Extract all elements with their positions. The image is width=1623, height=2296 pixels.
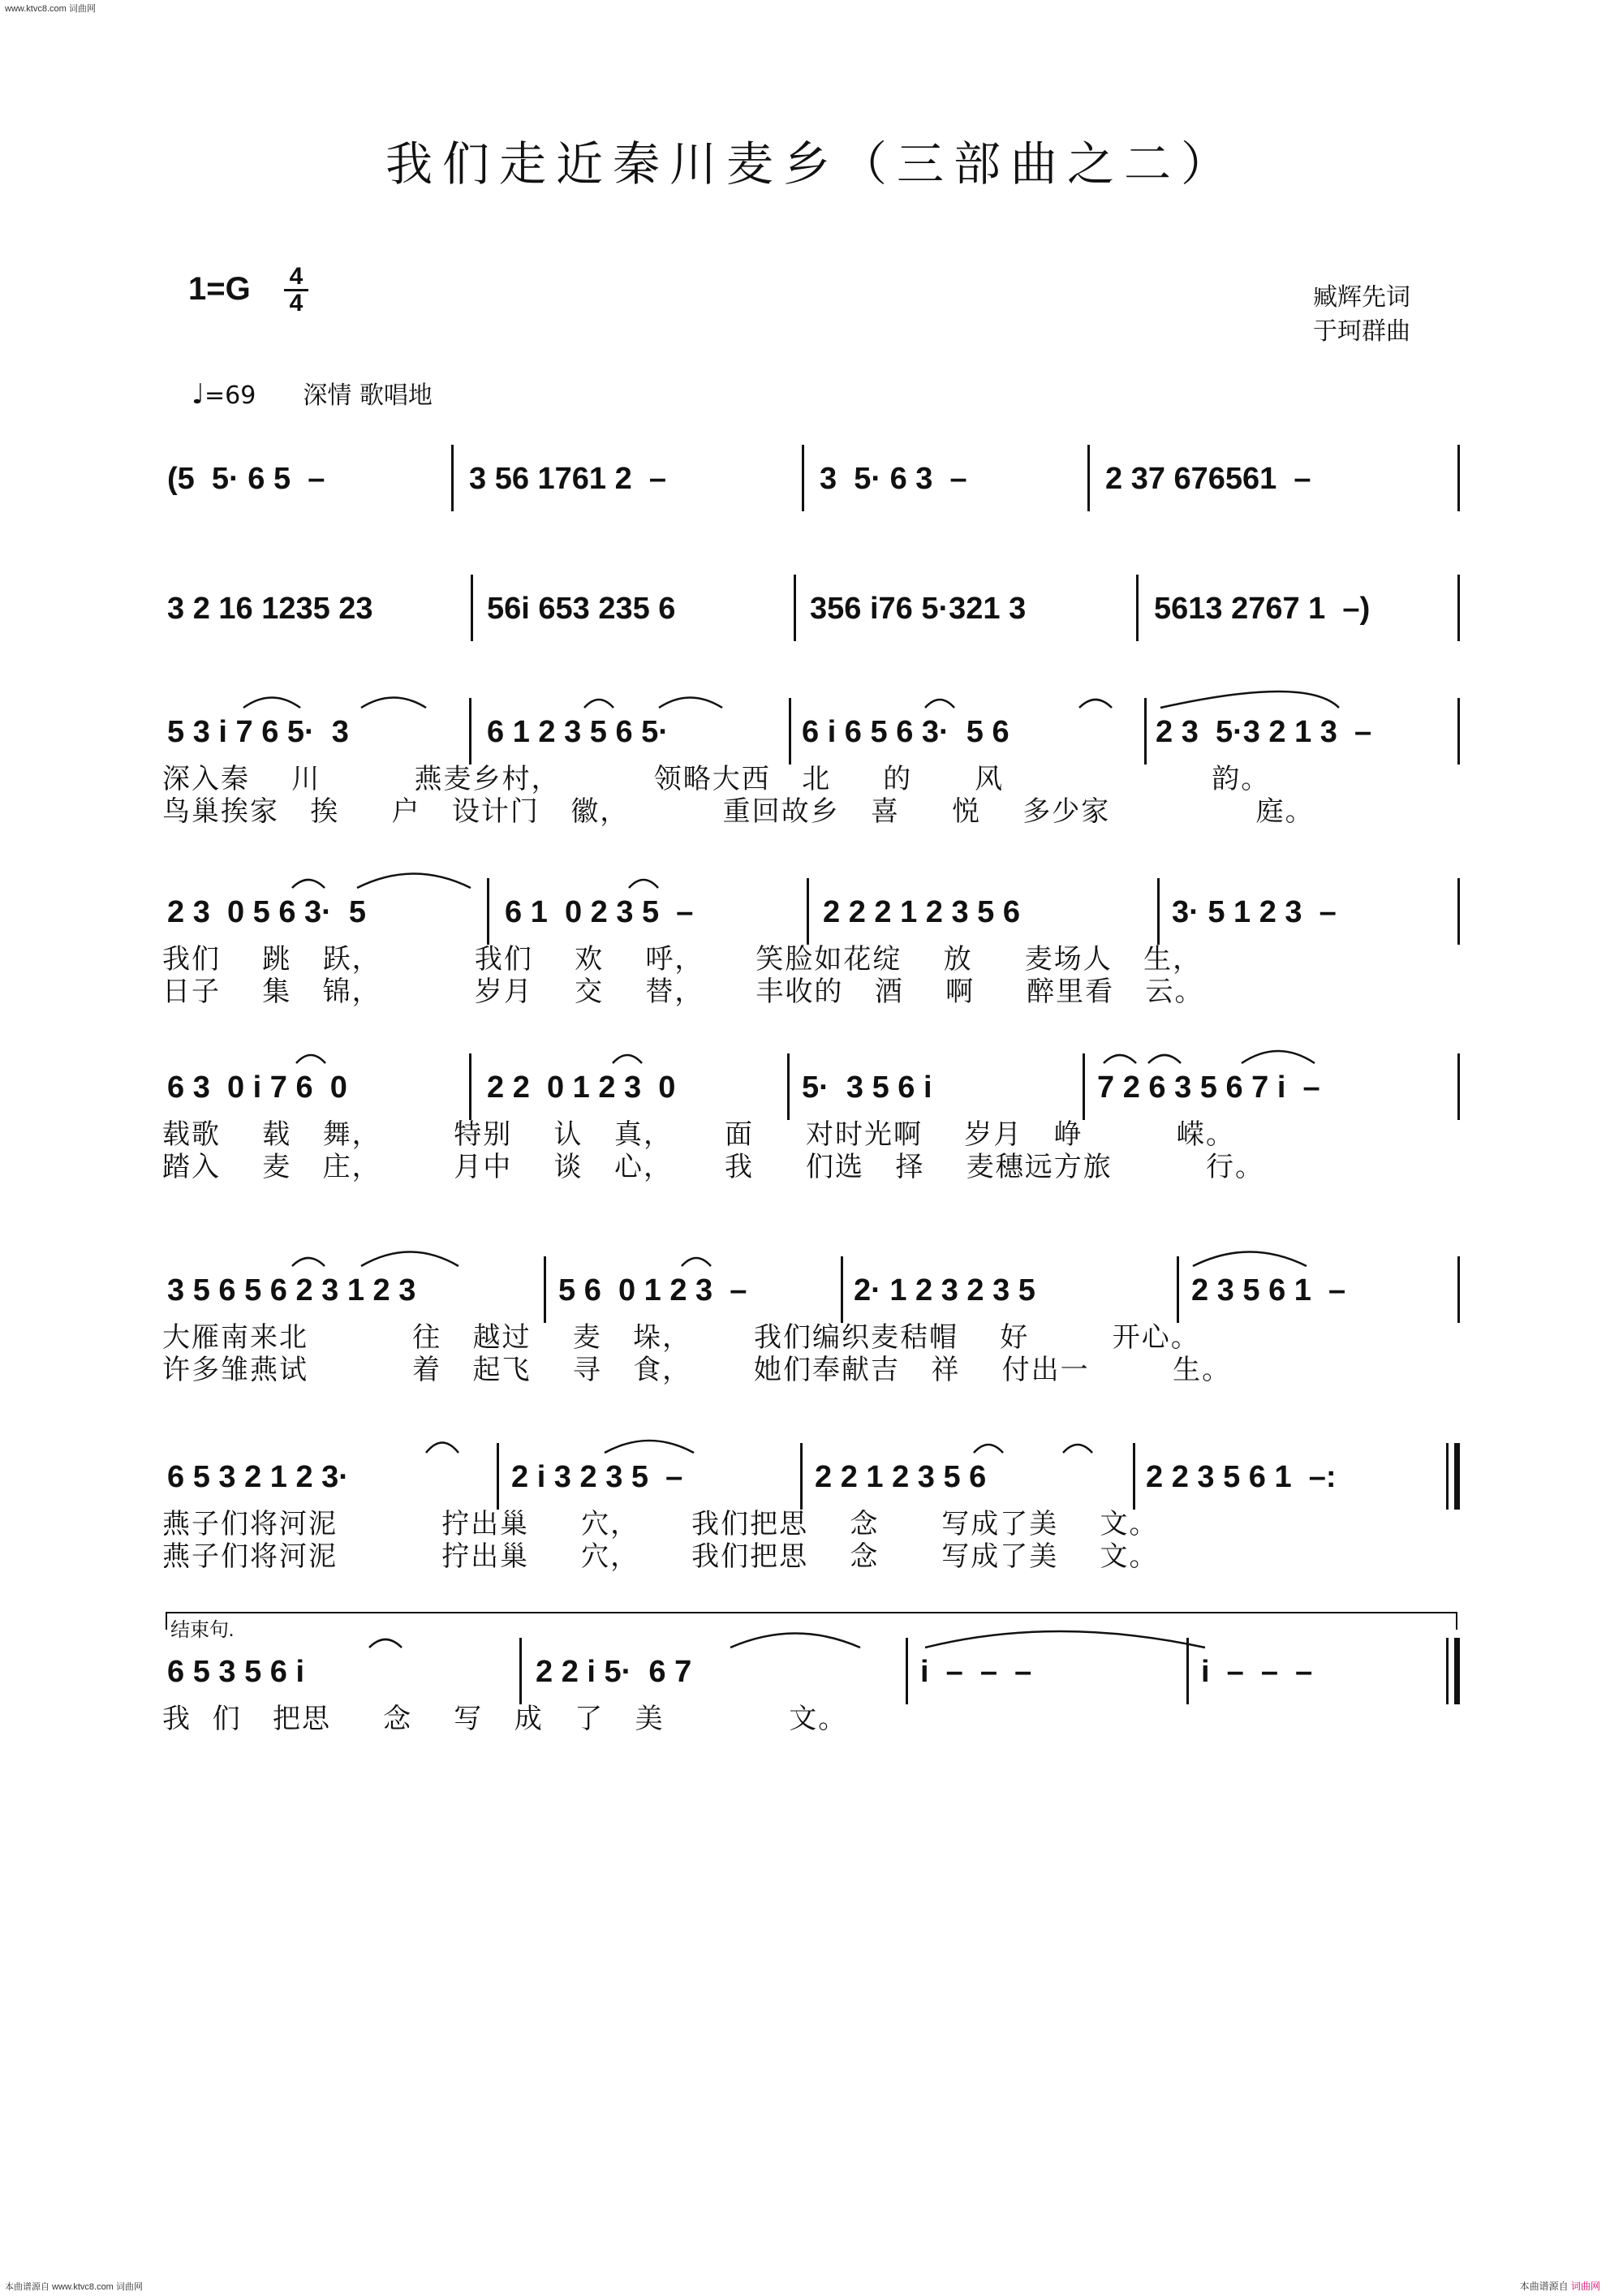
measure: 6 3 0 i 7 6 0: [167, 1070, 347, 1105]
barline: [807, 878, 809, 945]
barline: [1457, 1256, 1460, 1323]
slur: [1148, 1055, 1181, 1063]
barline: [841, 1256, 843, 1323]
slur: [296, 1055, 325, 1063]
slur: [1242, 1051, 1315, 1063]
barline: [1457, 575, 1460, 641]
ending-label: 结束句.: [170, 1620, 234, 1641]
slur: [292, 1258, 325, 1266]
measure: 2 2 3 5 6 1 –:: [1146, 1460, 1337, 1494]
lyric-line-2: 日子 集 锦， 岁月 交 替， 丰收的 酒 啊 醉里看 云。: [162, 976, 1204, 1008]
composer: 于珂群曲: [1313, 317, 1410, 346]
measure: 3 56 1761 2 –: [469, 462, 666, 496]
barline: [487, 878, 489, 945]
measure: 6 5 3 2 1 2 3·: [167, 1460, 349, 1494]
slur: [426, 1443, 458, 1454]
final-barline-thick: [1454, 1638, 1460, 1704]
barline: [1457, 1053, 1460, 1120]
measure: 6 i 6 5 6 3· 5 6: [802, 715, 1010, 749]
page-title: 我们走近秦川麦乡（三部曲之二）: [385, 136, 1238, 192]
slur: [1079, 700, 1112, 708]
barline: [794, 575, 796, 641]
measure: 2 37 676561 –: [1105, 462, 1311, 496]
measure: 2 3 5·3 2 1 3 –: [1156, 715, 1372, 749]
barline: [802, 445, 804, 511]
measure: 2 2 i 5· 6 7: [536, 1655, 692, 1689]
measure: 2 3 0 5 6 3· 5: [167, 895, 367, 929]
repeat-barline-thick: [1454, 1443, 1460, 1510]
lyric-line-2: 鸟巢挨家 挨 户 设计门 徽， 重回故乡 喜 悦 多少家 庭。: [162, 795, 1315, 828]
lyricist: 臧辉先词: [1313, 283, 1410, 312]
measure: i – – –: [1201, 1655, 1313, 1689]
barline: [469, 1053, 471, 1120]
expression-marking: 深情 歌唱地: [303, 381, 433, 410]
measure: 2· 1 2 3 2 3 5: [854, 1273, 1035, 1307]
footer-source: 本曲谱源自 www.ktvc8.com 词曲网: [5, 2282, 143, 2292]
barline: [1083, 1053, 1085, 1120]
barline: [789, 698, 791, 765]
barline: [1087, 445, 1090, 511]
slur: [974, 1445, 1003, 1453]
lyric-line-1: 我 们 把思 念 写 成 了 美 文。: [162, 1703, 848, 1735]
lyric-line-2: 燕子们将河泥 拧出巢 穴， 我们把思 念 写成了美 文。: [162, 1540, 1159, 1573]
measure: 2 i 3 2 3 5 –: [511, 1460, 683, 1494]
lyric-line-2: 许多雏燕试 着 起飞 寻 食， 她们奉献吉 祥 付出一 生。: [162, 1354, 1232, 1386]
measure: 356 i76 5·321 3: [810, 592, 1027, 626]
measure: 2 2 1 2 3 5 6: [815, 1460, 987, 1494]
barline: [469, 698, 471, 765]
lyric-line-1: 我们 跳 跃， 我们 欢 呼， 笑脸如花绽 放 麦场人 生，: [162, 943, 1203, 976]
notes-row: [162, 1648, 1461, 1696]
final-barline-thin: [1446, 1638, 1449, 1704]
barline: [471, 575, 473, 641]
slur: [925, 1631, 1205, 1648]
lyric-line-1: 大雁南来北 往 越过 麦 垛， 我们编织麦秸帽 好 开心。: [162, 1321, 1200, 1354]
barline: [1457, 698, 1460, 765]
slur: [605, 1441, 694, 1453]
quarter-note-icon: ♩: [192, 378, 205, 411]
slur: [369, 1639, 402, 1648]
measure: 3 5 6 5 6 2 3 1 2 3: [167, 1273, 416, 1307]
ending-bracket-line: [166, 1612, 1457, 1613]
time-signature: [284, 265, 308, 316]
slur: [361, 1252, 458, 1267]
barline: [451, 445, 454, 511]
measure: 6 1 2 3 5 6 5·: [487, 715, 669, 749]
credits: [1313, 281, 1410, 349]
slur: [925, 700, 954, 708]
barline: [1457, 445, 1460, 511]
barline: [544, 1256, 546, 1323]
tempo-value: =69: [204, 381, 256, 410]
slur: [730, 1634, 860, 1648]
slur: [613, 1055, 642, 1063]
slur: [292, 880, 325, 888]
slur: [584, 700, 613, 708]
notes-row: [162, 454, 1461, 503]
barline: [800, 1443, 803, 1510]
notes-row: [162, 1266, 1461, 1315]
slur: [1160, 691, 1339, 708]
slur: [659, 698, 722, 709]
measure: 5· 3 5 6 i: [802, 1070, 932, 1105]
measure: 3· 5 1 2 3 –: [1172, 895, 1337, 929]
measure: (5 5· 6 5 –: [167, 462, 325, 496]
footer-brand-highlight: 词曲网: [1570, 2281, 1600, 2292]
site-header: www.ktvc8.com 词曲网: [5, 4, 96, 14]
lyric-line-1: 深入秦 川 燕麦乡村， 领略大西 北 的 风 韵。: [162, 763, 1271, 795]
barline: [1144, 698, 1147, 765]
meter-top: 4: [284, 265, 308, 291]
measure: 7 2 6 3 5 6 7 i –: [1097, 1070, 1320, 1105]
slur: [629, 880, 658, 888]
slur: [1104, 1055, 1136, 1063]
lyric-line-1: 燕子们将河泥 拧出巢 穴， 我们把思 念 写成了美 文。: [162, 1508, 1159, 1540]
notes-row: [162, 708, 1461, 756]
repeat-barline-thin: [1446, 1443, 1449, 1510]
notes-row: [162, 1453, 1461, 1501]
measure: 6 1 0 2 3 5 –: [505, 895, 694, 929]
measure: 3 5· 6 3 –: [820, 462, 967, 496]
slur: [682, 1258, 711, 1266]
barline: [1157, 878, 1160, 945]
barline: [906, 1638, 908, 1704]
footer-brand-text: 本曲谱源自: [1519, 2281, 1569, 2292]
measure: 2 3 5 6 1 –: [1191, 1273, 1346, 1307]
slur: [1063, 1445, 1092, 1453]
slur: [361, 698, 426, 709]
measure: i – – –: [920, 1655, 1032, 1689]
measure: 5 3 i 7 6 5· 3: [167, 715, 349, 749]
measure: 2 2 0 1 2 3 0: [487, 1070, 676, 1105]
tempo-marking: [192, 375, 433, 411]
barline: [1177, 1256, 1179, 1323]
measure: 6 5 3 5 6 i: [167, 1655, 305, 1689]
barline: [1133, 1443, 1135, 1510]
barline: [1136, 575, 1139, 641]
key-signature: 1=G: [188, 271, 251, 307]
measure: 5613 2767 1 –): [1154, 592, 1371, 626]
measure: 3 2 16 1235 23: [167, 592, 373, 626]
slur: [1193, 1252, 1307, 1267]
barline: [1457, 878, 1460, 945]
footer-brand: [1520, 2279, 1600, 2293]
barline: [1186, 1638, 1189, 1704]
measure: 2 2 2 1 2 3 5 6: [823, 895, 1020, 929]
barline: [787, 1053, 790, 1120]
barline: [519, 1638, 522, 1704]
measure: 5 6 0 1 2 3 –: [558, 1273, 747, 1307]
slur: [357, 874, 471, 889]
notes-row: [162, 888, 1461, 937]
slur: [243, 698, 300, 709]
lyric-line-1: 载歌 载 舞， 特别 认 真， 面 对时光啊 岁月 峥 嵘。: [162, 1118, 1235, 1151]
measure: 56i 653 235 6: [487, 592, 676, 626]
barline: [497, 1443, 499, 1510]
lyric-line-2: 踏入 麦 庄， 月中 谈 心， 我 们选 择 麦穗远方旅 行。: [162, 1151, 1264, 1183]
notes-row: [162, 584, 1461, 633]
notes-row: [162, 1063, 1461, 1112]
meter-bottom: 4: [289, 290, 304, 317]
